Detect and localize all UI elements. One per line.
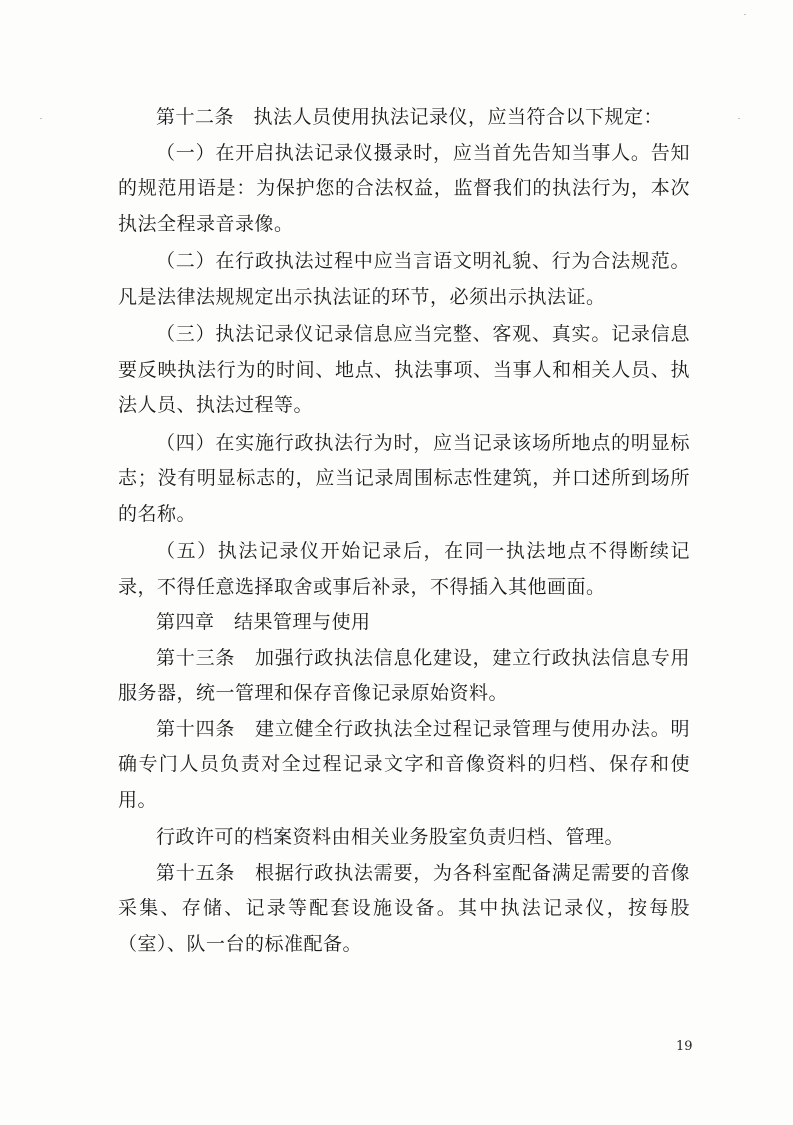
archive-paragraph: 行政许可的档案资料由相关业务股室负责归档、管理。 (156, 826, 625, 848)
scan-speck (738, 118, 740, 119)
document-body (118, 100, 690, 962)
article-13: 第十三条 加强行政执法信息化建设，建立行政执法信息专用服务器，统一管理和保存音像记录原始资料。 (118, 646, 690, 704)
article-15: 第十五条 根据行政执法需要，为各科室配备满足需要的音像采集、存储、记录等配套设施设备。其中执法记录仪，按每股（室）、队一台的标准配备。 (118, 861, 690, 955)
page-number: 19 (676, 1039, 693, 1054)
article-14: 第十四条 建立健全行政执法全过程记录管理与使用办法。明确专门人员负责对全过程记录文字和音像资料的归档、保存和使用。 (118, 717, 690, 811)
clause-3: （三）执法记录仪记录信息应当完整、客观、真实。记录信息要反映执法行为的时间、地点、执法事项、当事人和相关人员、执法人员、执法过程等。 (118, 323, 690, 416)
scan-speck (40, 118, 42, 119)
clause-4: （四）在实施行政执法行为时，应当记录该场所地点的明显标志；没有明显标志的，应当记录周围标志性建筑，并口述所到场所的名称。 (118, 431, 690, 525)
scan-speck (744, 14, 746, 15)
chapter-4-heading: 第四章 结果管理与使用 (156, 611, 371, 633)
clause-1: （一）在开启执法记录仪摄录时，应当首先告知当事人。告知的规范用语是：为保护您的合法权益，监督我们的执法行为，本次执法全程录音录像。 (118, 141, 690, 235)
article-12-heading: 第十二条 执法人员使用执法记录仪，应当符合以下规定： (156, 106, 664, 128)
clause-2: （二）在行政执法过程中应当言语文明礼貌、行为合法规范。凡是法律法规规定出示执法证的环节，必须出示执法证。 (118, 250, 690, 308)
clause-5: （五）执法记录仪开始记录后，在同一执法地点不得断续记录，不得任意选择取舍或事后补录，不得插入其他画面。 (118, 540, 690, 598)
